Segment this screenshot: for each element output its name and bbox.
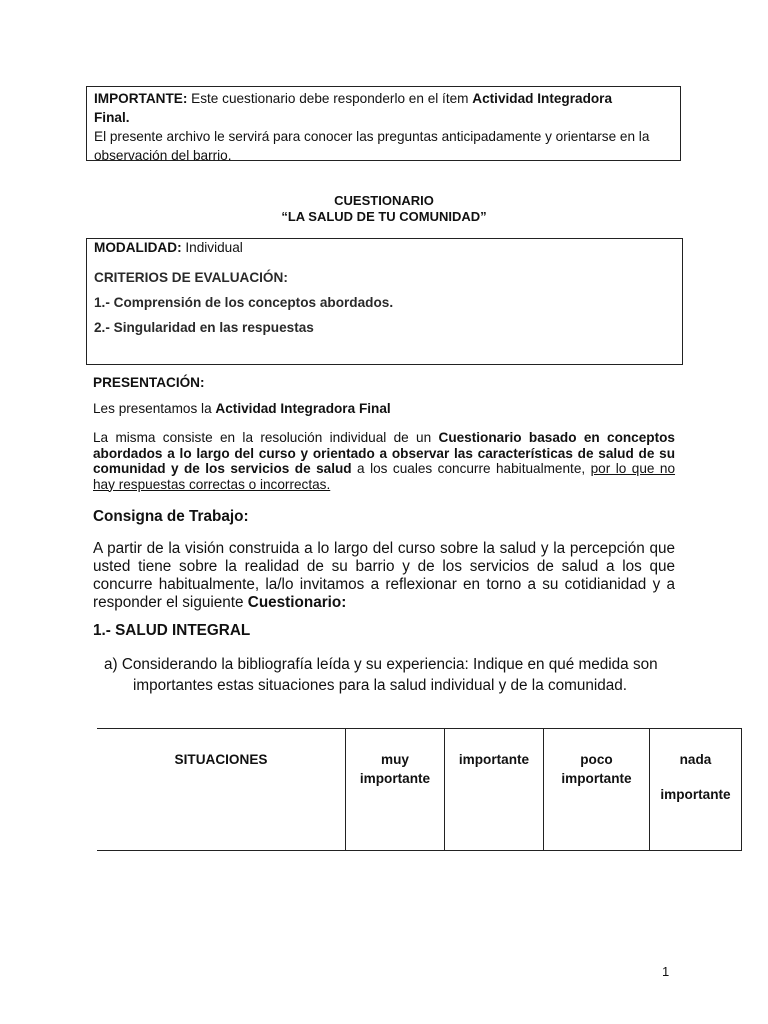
presentation-text: La misma consiste en la resolución individual de un	[93, 430, 439, 445]
modality-value: Individual	[181, 240, 243, 255]
presentation-paragraph	[93, 430, 675, 492]
header-importante: importante	[445, 729, 544, 851]
notice-text-2: El presente archivo le servirá para conocer las preguntas anticipadamente y orientarse en la observación del barrio.	[94, 129, 650, 163]
consigna-bold: Cuestionario:	[247, 594, 347, 611]
question-a-line1: a) Considerando la bibliografía leída y su experiencia: Indique en qué medida son	[104, 656, 658, 673]
modality-label: MODALIDAD:	[94, 240, 182, 255]
doc-subtitle: “LA SALUD DE TU COMUNIDAD”	[281, 209, 487, 224]
doc-title: CUESTIONARIO	[334, 193, 434, 208]
header-poco-importante: poco importante	[544, 729, 650, 851]
presentation-intro	[93, 401, 675, 417]
header-nada-importante: nada importante	[650, 729, 742, 851]
section-heading: 1.- SALUD INTEGRAL	[93, 622, 251, 639]
notice-text: Este cuestionario debe responderlo en el ítem	[187, 91, 473, 106]
presentation-intro-text: Les presentamos la	[93, 401, 216, 416]
presentation-underline: por lo que no hay respuestas correctas o incorrectas.	[93, 461, 676, 492]
criteria-heading: CRITERIOS DE EVALUACIÓN:	[94, 270, 288, 285]
consigna-text: A partir de la visión construida a lo largo del curso sobre la salud y la percepción que usted tiene sobre la realidad de su barrio y de los servicios de salud a los que concurre habitualmente, la/lo invitamos a reflexionar en torno a su cotidianidad y a responder el siguiente	[93, 540, 675, 611]
consigna-paragraph	[93, 540, 675, 612]
page-number: 1	[662, 964, 670, 979]
header-muy-importante: muy importante	[346, 729, 445, 851]
notice-label: IMPORTANTE:	[94, 91, 188, 106]
notice-box	[86, 86, 681, 161]
presentation-bold: Cuestionario basado en conceptos abordados a lo largo del curso y orientado a observar las características de salud de su comunidad y de los servicios de salud	[93, 430, 675, 476]
notice-bold: Actividad Integradora	[472, 91, 613, 106]
presentation-heading: PRESENTACIÓN:	[93, 375, 205, 390]
presentation-intro-bold: Actividad Integradora Final	[215, 401, 391, 416]
consigna-heading: Consigna de Trabajo:	[93, 508, 249, 525]
header-situaciones: SITUACIONES	[97, 729, 346, 851]
notice-bold-2: Final.	[94, 110, 130, 125]
criterion-2: 2.- Singularidad en las respuestas	[94, 320, 314, 335]
presentation-rest: a los cuales concurre habitualmente,	[351, 461, 591, 476]
notice-line	[94, 89, 673, 108]
situations-table	[97, 728, 742, 851]
modality-box	[86, 238, 683, 365]
table-header-row	[97, 729, 742, 851]
criterion-1: 1.- Comprensión de los conceptos abordados.	[94, 295, 394, 310]
question-a-line2: importantes estas situaciones para la salud individual y de la comunidad.	[133, 677, 628, 694]
